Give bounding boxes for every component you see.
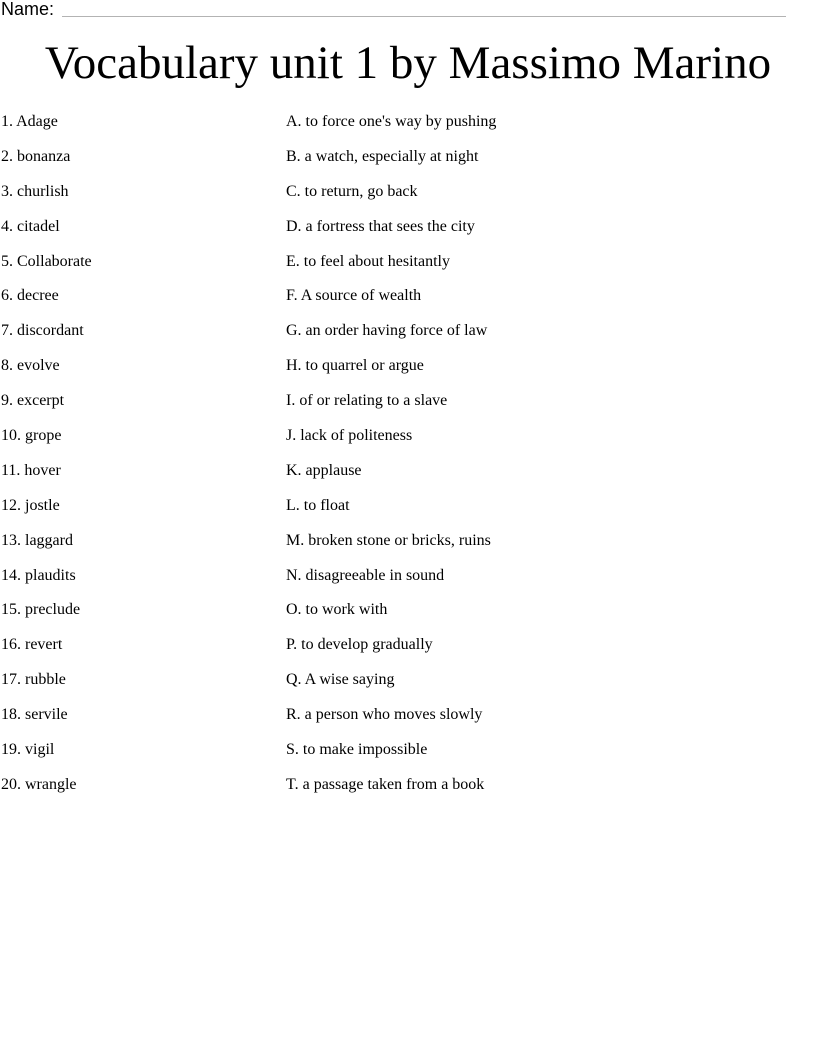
term-item: 2. bonanza — [1, 147, 71, 165]
definition-item: P. to develop gradually — [286, 636, 433, 654]
term-item: 3. churlish — [1, 182, 69, 200]
definition-item: J. lack of politeness — [286, 427, 413, 445]
name-label: Name: — [1, 0, 55, 19]
term-item: 16. revert — [1, 636, 63, 654]
term-item: 10. grope — [1, 427, 62, 445]
definition-list — [286, 111, 786, 809]
definition-item: C. to return, go back — [286, 182, 418, 200]
definition-item: D. a fortress that sees the city — [286, 217, 475, 235]
term-item: 9. excerpt — [1, 392, 65, 410]
definition-item: L. to float — [286, 496, 350, 514]
term-item: 13. laggard — [1, 531, 73, 549]
term-item: 19. vigil — [1, 741, 55, 759]
name-row — [0, 0, 790, 20]
term-item: 8. evolve — [1, 357, 60, 375]
term-item: 1. Adage — [1, 113, 58, 130]
definition-item: N. disagreeable in sound — [286, 566, 445, 584]
definition-item: I. of or relating to a slave — [286, 392, 448, 410]
definition-item: A. to force one's way by pushing — [286, 113, 497, 130]
term-item: 12. jostle — [1, 496, 60, 514]
definition-item: R. a person who moves slowly — [286, 706, 483, 724]
term-item: 11. hover — [1, 461, 61, 479]
term-item: 15. preclude — [1, 601, 81, 619]
definition-item: S. to make impossible — [286, 741, 428, 759]
definition-item: B. a watch, especially at night — [286, 147, 479, 165]
term-list — [1, 111, 271, 809]
term-item: 20. wrangle — [1, 775, 77, 793]
definition-item: F. A source of wealth — [286, 287, 422, 305]
term-item: 6. decree — [1, 287, 59, 305]
definition-item: E. to feel about hesitantly — [286, 252, 450, 270]
term-item: 14. plaudits — [1, 566, 76, 584]
term-item: 4. citadel — [1, 217, 60, 235]
definition-item: O. to work with — [286, 601, 388, 619]
term-item: 17. rubble — [1, 671, 66, 689]
term-item: 5. Collaborate — [1, 252, 92, 270]
definition-item: M. broken stone or bricks, ruins — [286, 531, 491, 549]
name-write-in-line — [62, 16, 786, 17]
worksheet-title: Vocabulary unit 1 by Massimo Marino — [44, 37, 772, 89]
definition-item: K. applause — [286, 461, 362, 479]
term-item: 18. servile — [1, 706, 68, 724]
definition-item: T. a passage taken from a book — [286, 775, 485, 793]
definition-item: H. to quarrel or argue — [286, 357, 424, 375]
definition-item: Q. A wise saying — [286, 671, 395, 689]
definition-item: G. an order having force of law — [286, 322, 488, 340]
term-item: 7. discordant — [1, 322, 84, 340]
